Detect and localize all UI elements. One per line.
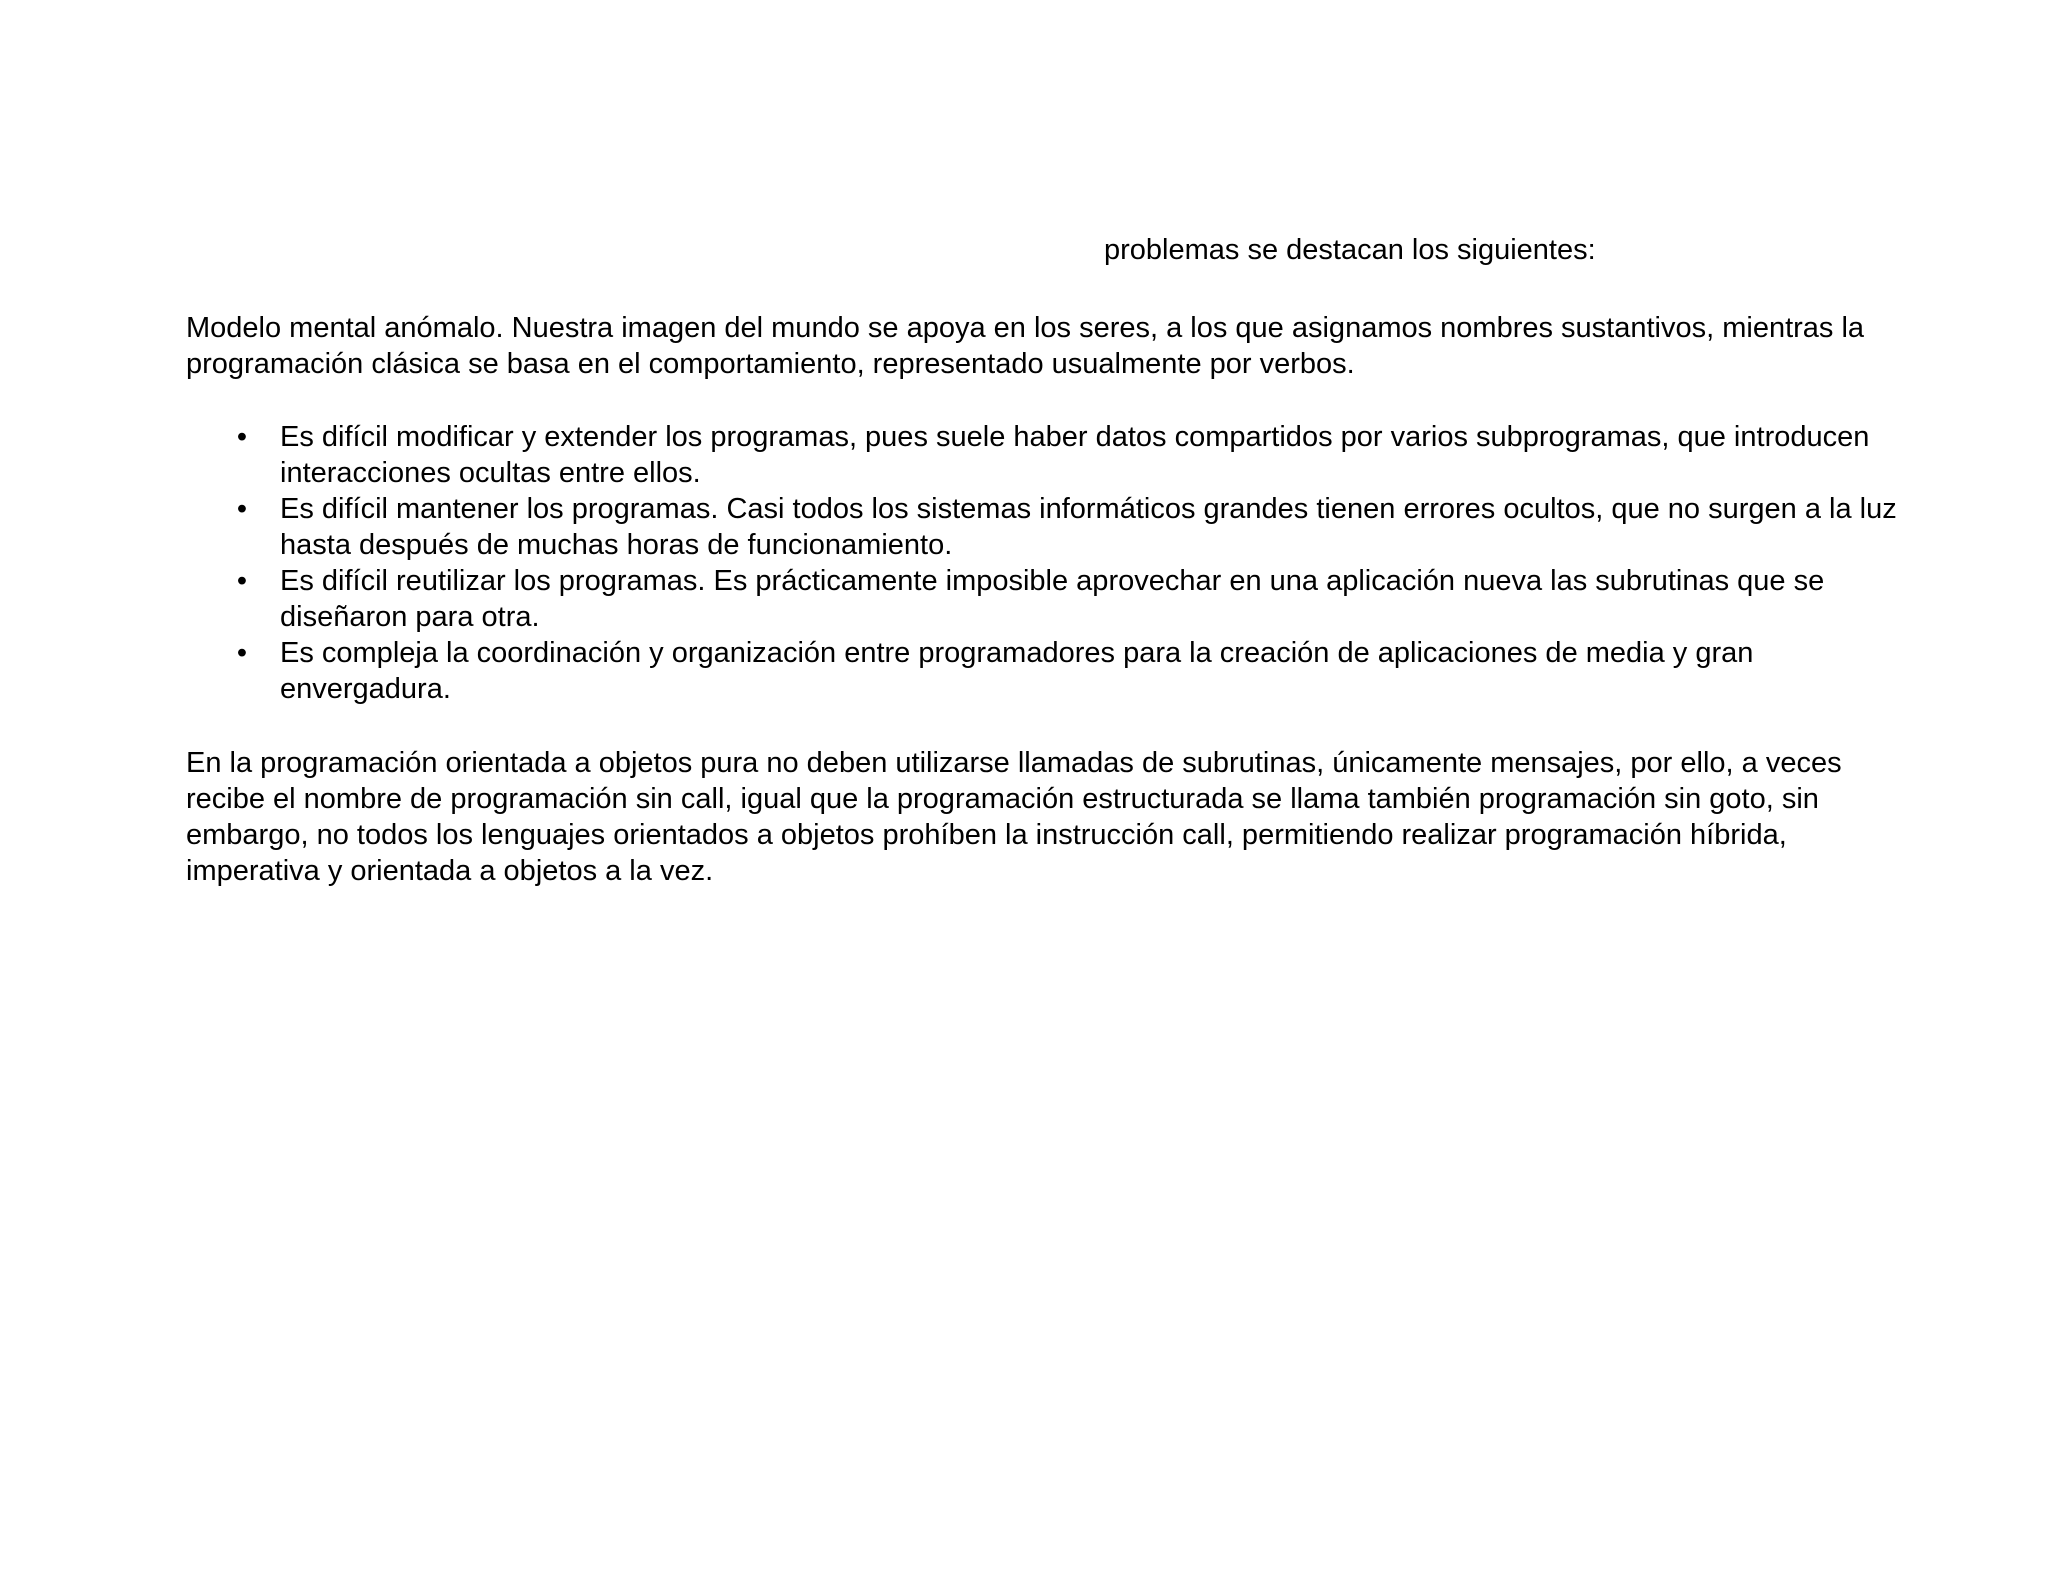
list-item (186, 419, 1906, 491)
list-item-text: Es difícil modificar y extender los programas, pues suele haber datos compartidos por varios subprogramas, que introducen interacciones ocultas entre ellos. (280, 421, 1870, 489)
bullet-icon: • (236, 637, 248, 669)
paragraph-mental-model: Modelo mental anómalo. Nuestra imagen del mundo se apoya en los seres, a los que asignamos nombres sustantivos, mientras la programación clásica se basa en el comportamiento, representado usualmente por verbos. (186, 312, 1865, 380)
list-item-text: Es difícil reutilizar los programas. Es prácticamente imposible aprovechar en una aplicación nueva las subrutinas que se diseñaron para otra. (280, 565, 1825, 633)
list-item-text: Es difícil mantener los programas. Casi todos los sistemas informáticos grandes tienen errores ocultos, que no surgen a la luz hasta después de muchas horas de funcionamiento. (280, 493, 1897, 561)
list-item-text: Es compleja la coordinación y organización entre programadores para la creación de aplicaciones de media y gran envergadura. (280, 637, 1754, 705)
bullet-icon: • (236, 493, 248, 525)
paragraph-oop-calls: En la programación orientada a objetos pura no deben utilizarse llamadas de subrutinas, únicamente mensajes, por ello, a veces recibe el nombre de programación sin call, igual que la programación estructurada se llama también programación sin goto, sin embargo, no todos los lenguajes orientados a objetos prohíben la instrucción call, permitiendo realizar programación híbrida, imperativa y orientada a objetos a la vez. (186, 747, 1842, 887)
bullet-icon: • (236, 565, 248, 597)
list-item (186, 635, 1906, 707)
bullet-icon: • (236, 421, 248, 453)
list-item (186, 563, 1906, 635)
problems-list (186, 419, 1906, 707)
fragment-line: problemas se destacan los siguientes: (1104, 234, 1596, 266)
list-item (186, 491, 1906, 563)
